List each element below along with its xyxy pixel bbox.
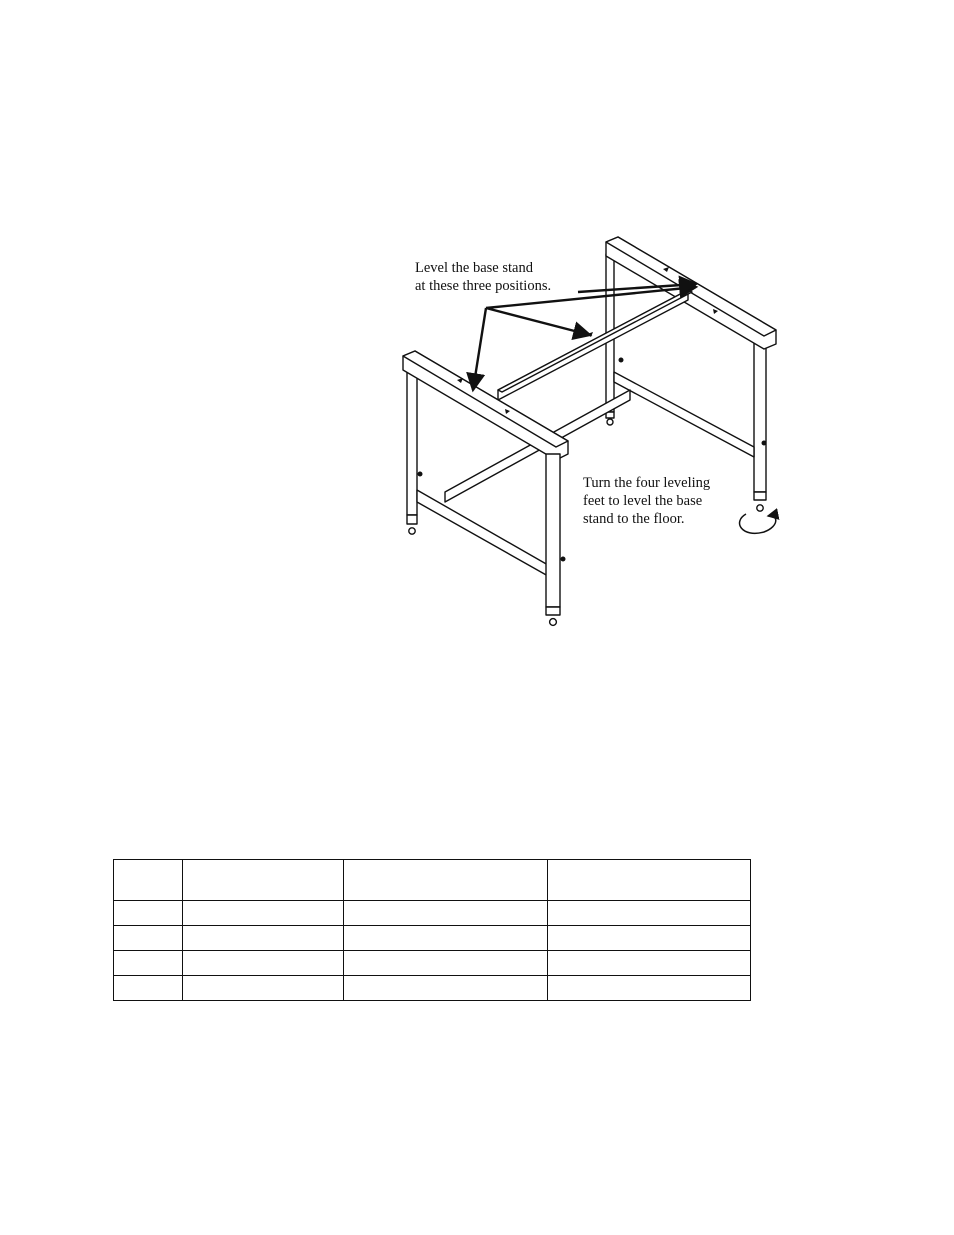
table-row: [114, 976, 751, 1001]
table-cell: [344, 926, 548, 951]
table-cell: [114, 926, 183, 951]
table-row: [114, 926, 751, 951]
table-cell: [183, 926, 344, 951]
level-positions-callout: Level the base stand at these three positions.: [415, 260, 552, 294]
table-cell: [344, 976, 548, 1001]
table-row: [114, 951, 751, 976]
table-cell: [183, 976, 344, 1001]
table-cell: [114, 951, 183, 976]
table-header-row: [114, 860, 751, 901]
table-cell: [548, 860, 751, 901]
table-cell: [114, 901, 183, 926]
table-cell: [344, 860, 548, 901]
table-cell: [344, 951, 548, 976]
table-cell: [548, 951, 751, 976]
base-stand-figure: [380, 232, 800, 632]
empty-table: [113, 859, 751, 1001]
table-cell: [183, 860, 344, 901]
table-cell: [114, 860, 183, 901]
table-cell: [183, 901, 344, 926]
table-cell: [548, 926, 751, 951]
table-cell: [114, 976, 183, 1001]
table-row: [114, 901, 751, 926]
table-cell: [344, 901, 548, 926]
table-cell: [548, 976, 751, 1001]
table-cell: [183, 951, 344, 976]
leveling-feet-callout: Turn the four leveling feet to level the base stand to the floor.: [583, 475, 711, 527]
table-cell: [548, 901, 751, 926]
